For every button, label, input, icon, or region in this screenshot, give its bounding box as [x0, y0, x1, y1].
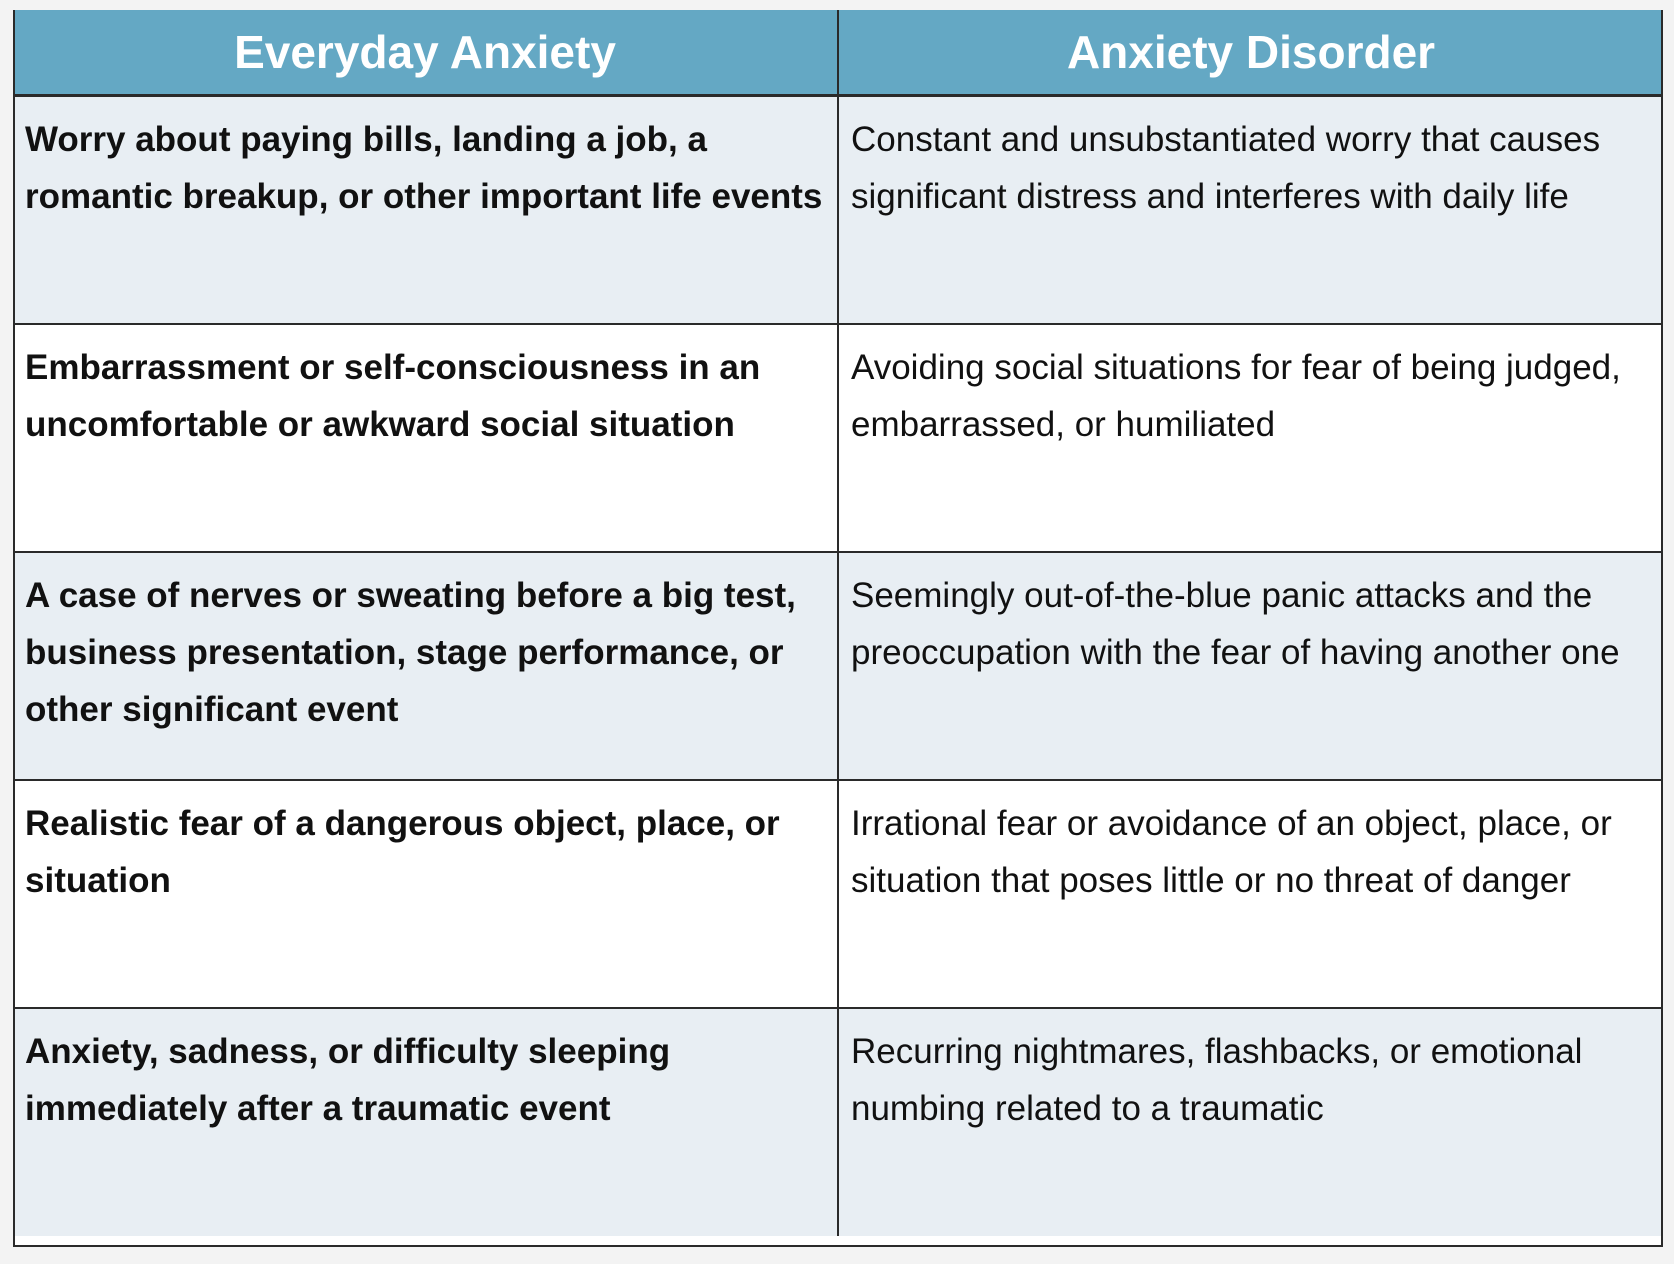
table-header-row — [13, 10, 1663, 96]
disorder-cell: Irrational fear or avoidance of an object, place, or situation that poses little or no threat of danger — [838, 780, 1663, 1008]
disorder-cell: Constant and unsubstantiated worry that causes significant distress and interferes with daily life — [838, 96, 1663, 324]
everyday-cell: Embarrassment or self-consciousness in an uncomfortable or awkward social situation — [13, 324, 838, 552]
header-everyday-anxiety: Everyday Anxiety — [13, 10, 838, 96]
anxiety-comparison-table — [13, 10, 1663, 1236]
everyday-cell: Anxiety, sadness, or difficulty sleeping immediately after a traumatic event — [13, 1008, 838, 1236]
table-row — [13, 1008, 1663, 1236]
everyday-cell: Realistic fear of a dangerous object, place, or situation — [13, 780, 838, 1008]
disorder-cell: Seemingly out-of-the-blue panic attacks and the preoccupation with the fear of having another one — [838, 552, 1663, 780]
everyday-cell: Worry about paying bills, landing a job, a romantic breakup, or other important life events — [13, 96, 838, 324]
everyday-cell: A case of nerves or sweating before a big test, business presentation, stage performance, or other significant event — [13, 552, 838, 780]
comparison-table-container — [13, 10, 1663, 1247]
table-row — [13, 324, 1663, 552]
disorder-cell: Avoiding social situations for fear of being judged, embarrassed, or humiliated — [838, 324, 1663, 552]
disorder-cell: Recurring nightmares, flashbacks, or emotional numbing related to a traumatic — [838, 1008, 1663, 1236]
header-anxiety-disorder: Anxiety Disorder — [838, 10, 1663, 96]
table-row — [13, 552, 1663, 780]
table-row — [13, 780, 1663, 1008]
table-row — [13, 96, 1663, 324]
